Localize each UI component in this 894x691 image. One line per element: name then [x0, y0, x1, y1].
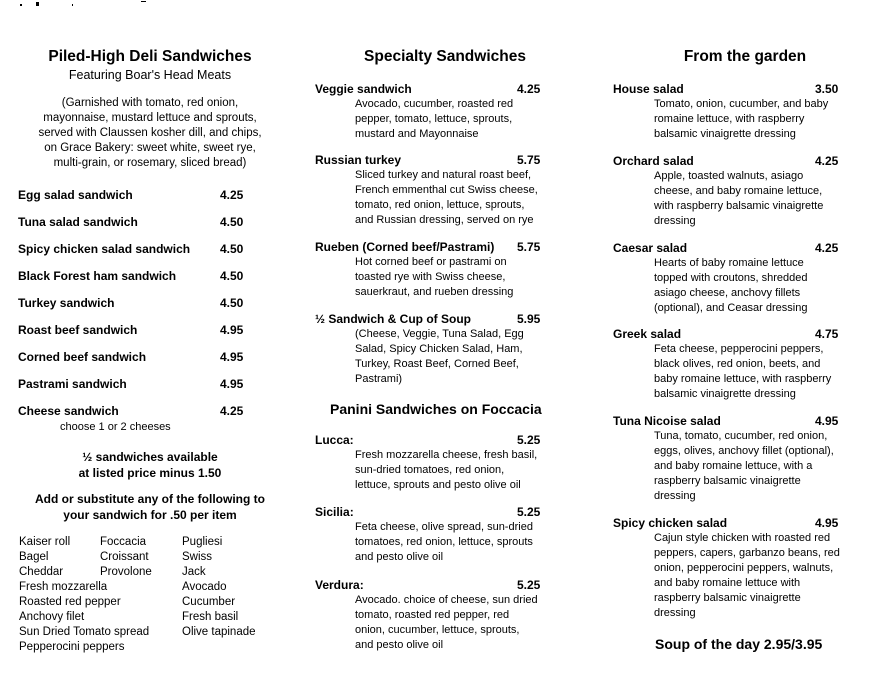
- item-name: Caesar salad: [613, 241, 688, 255]
- item-price: 4.50: [220, 269, 244, 283]
- item-name: Tuna salad sandwich: [18, 215, 138, 229]
- menu-item: [18, 242, 258, 258]
- item-name: Egg salad sandwich: [18, 188, 133, 202]
- item-name: Cheese sandwich: [18, 404, 119, 418]
- desc-line: tomatoes, red onion, lettuce, sprouts: [355, 536, 533, 548]
- option-item: Swiss: [182, 551, 213, 563]
- section-title: From the garden: [683, 48, 807, 65]
- item-name: Sicilia:: [315, 505, 354, 519]
- option-item: Sun Dried Tomato spread: [19, 626, 150, 638]
- item-price: 5.75: [517, 240, 541, 254]
- desc-line: eggs, olives, anchovy fillet (optional),: [654, 445, 834, 457]
- item-description: [654, 531, 840, 621]
- note-line: on Grace Bakery: sweet white, sweet rye,: [44, 142, 256, 154]
- item-description: [355, 168, 538, 228]
- desc-line: (Cheese, Veggie, Tuna Salad, Egg: [355, 328, 524, 340]
- item-price: 4.95: [220, 377, 244, 391]
- cheese-note: choose 1 or 2 cheeses: [60, 421, 171, 433]
- item-price: 4.25: [815, 241, 839, 255]
- desc-line: Sliced turkey and natural roast beef,: [355, 169, 532, 181]
- desc-line: cheese, and baby romaine lettuce,: [654, 185, 823, 197]
- option-item: Provolone: [100, 566, 152, 578]
- item-price: 4.50: [220, 296, 244, 310]
- desc-line: Fresh mozzarella cheese, fresh basil,: [355, 449, 538, 461]
- item-name: Rueben (Corned beef/Pastrami): [315, 240, 495, 254]
- item-price: 4.25: [220, 188, 244, 202]
- option-item: Bagel: [19, 551, 49, 563]
- item-price: 4.50: [220, 242, 244, 256]
- note-line: multi-grain, or rosemary, sliced bread): [53, 157, 247, 169]
- desc-line: and pesto olive oil: [355, 639, 444, 651]
- desc-line: Avocado, cucumber, roasted red: [355, 98, 514, 110]
- desc-line: (optional), and Ceasar dressing: [654, 302, 808, 314]
- option-item: Cucumber: [182, 596, 236, 608]
- item-name: Greek salad: [613, 327, 682, 341]
- item-price: 4.95: [815, 516, 839, 530]
- desc-line: Turkey, Roast Beef, Corned Beef,: [355, 358, 519, 370]
- desc-line: Feta cheese, pepperocini peppers,: [654, 343, 824, 355]
- item-name: Russian turkey: [315, 153, 402, 167]
- option-item: Olive tapinade: [182, 626, 256, 638]
- desc-line: asiago cheese, anchovy fillets: [654, 287, 801, 299]
- desc-line: and Russian dressing, served on rye: [355, 214, 534, 226]
- scan-speck: [72, 4, 73, 6]
- note-line: your sandwich for .50 per item: [63, 508, 237, 522]
- option-item: Jack: [182, 566, 206, 578]
- item-price: 5.25: [517, 433, 541, 447]
- desc-line: raspberry balsamic vinaigrette: [654, 475, 801, 487]
- item-price: 5.75: [517, 153, 541, 167]
- item-name: Lucca:: [315, 433, 354, 447]
- desc-line: sun-dried tomatoes, red onion,: [355, 464, 505, 476]
- note-line: served with Claussen kosher dill, and chips,: [38, 127, 262, 139]
- addon-note: [0, 491, 300, 523]
- soup-of-the-day: Soup of the day 2.95/3.95: [655, 636, 823, 652]
- section-title: Piled-High Deli Sandwiches: [48, 48, 252, 65]
- desc-line: mustard and Mayonnaise: [355, 128, 479, 140]
- item-description: [654, 342, 831, 402]
- item-description: [355, 520, 533, 565]
- item-price: 5.25: [517, 505, 541, 519]
- desc-line: Pastrami): [355, 373, 403, 385]
- panini-title: Panini Sandwiches on Foccacia: [330, 401, 542, 417]
- desc-line: tomato, red onion, lettuce, sprouts,: [355, 199, 525, 211]
- note-line: mayonnaise, mustard lettuce and sprouts,: [43, 112, 257, 124]
- option-item: Fresh basil: [182, 611, 239, 623]
- item-description: [654, 429, 834, 504]
- desc-line: Feta cheese, olive spread, sun-dried: [355, 521, 533, 533]
- item-description: [355, 327, 524, 387]
- item-name: Turkey sandwich: [18, 296, 115, 310]
- item-description: [654, 256, 808, 316]
- item-name: Orchard salad: [613, 154, 694, 168]
- menu-item: [18, 377, 258, 393]
- desc-line: Tuna, tomato, cucumber, red onion,: [654, 430, 828, 442]
- note-line: (Garnished with tomato, red onion,: [61, 97, 239, 109]
- desc-line: Cajun style chicken with roasted red: [654, 532, 831, 544]
- desc-line: dressing: [654, 607, 696, 619]
- desc-line: onion, cucumber, lettuce, sprouts,: [355, 624, 520, 636]
- item-name: House salad: [613, 82, 684, 96]
- item-description: [654, 169, 823, 229]
- scan-speck: [36, 2, 39, 6]
- desc-line: black olives, red onion, beets, and: [654, 358, 821, 370]
- option-item: Anchovy filet: [19, 611, 85, 623]
- scan-speck: [141, 1, 146, 2]
- item-name: ½ Sandwich & Cup of Soup: [315, 312, 471, 326]
- desc-line: baby romaine lettuce, with raspberry: [654, 373, 832, 385]
- menu-item: [18, 269, 258, 285]
- option-item: Fresh mozzarella: [19, 581, 108, 593]
- desc-line: dressing: [654, 215, 696, 227]
- item-price: 4.95: [815, 414, 839, 428]
- item-name: Tuna Nicoise salad: [613, 414, 721, 428]
- item-name: Roast beef sandwich: [18, 323, 138, 337]
- desc-line: sauerkraut, and rueben dressing: [355, 286, 514, 298]
- desc-line: Apple, toasted walnuts, asiago: [654, 170, 804, 182]
- option-item: Pepperocini peppers: [19, 641, 125, 653]
- garnish-note: [0, 96, 300, 171]
- desc-line: and baby romaine lettuce, with a: [654, 460, 813, 472]
- desc-line: romaine lettuce, with raspberry: [654, 113, 805, 125]
- item-name: Verdura:: [315, 578, 364, 592]
- item-name: Black Forest ham sandwich: [18, 269, 177, 283]
- option-item: Roasted red pepper: [19, 596, 121, 608]
- item-description: [355, 448, 537, 493]
- item-price: 5.95: [517, 312, 541, 326]
- menu-item: [18, 188, 258, 204]
- menu-item: [18, 350, 258, 366]
- item-price: 4.25: [517, 82, 541, 96]
- desc-line: topped with croutons, shredded: [654, 272, 808, 284]
- menu-item: [18, 404, 258, 420]
- item-price: 4.50: [220, 215, 244, 229]
- note-line: ½ sandwiches available: [82, 450, 218, 464]
- menu-item: [18, 215, 258, 231]
- item-description: [355, 255, 513, 300]
- item-name: Corned beef sandwich: [18, 350, 147, 364]
- desc-line: with raspberry balsamic vinaigrette: [654, 200, 824, 212]
- half-sandwich-note: [0, 449, 300, 481]
- desc-line: Hot corned beef or pastrami on: [355, 256, 507, 268]
- item-price: 4.95: [220, 323, 244, 337]
- item-description: [355, 97, 513, 142]
- item-name: Veggie sandwich: [315, 82, 412, 96]
- desc-line: Hearts of baby romaine lettuce: [654, 257, 804, 269]
- item-price: 4.25: [815, 154, 839, 168]
- section-title: Specialty Sandwiches: [364, 48, 526, 65]
- option-item: Avocado: [182, 581, 227, 593]
- option-item: Pugliesi: [182, 536, 223, 548]
- desc-line: balsamic vinaigrette dressing: [654, 388, 796, 400]
- desc-line: peppers, capers, garbanzo beans, red: [654, 547, 840, 559]
- option-item: Kaiser roll: [19, 536, 71, 548]
- note-line: Add or substitute any of the following to: [35, 492, 265, 506]
- item-price: 4.95: [220, 350, 244, 364]
- desc-line: Tomato, onion, cucumber, and baby: [654, 98, 829, 110]
- item-name: Spicy chicken salad sandwich: [18, 242, 191, 256]
- desc-line: Salad, Spicy Chicken Salad, Ham,: [355, 343, 523, 355]
- item-description: [654, 97, 828, 142]
- desc-line: toasted rye with Swiss cheese,: [355, 271, 506, 283]
- item-description: [355, 593, 538, 653]
- item-price: 3.50: [815, 82, 839, 96]
- desc-line: French emmenthal cut Swiss cheese,: [355, 184, 538, 196]
- scan-speck: [20, 4, 22, 6]
- item-name: Spicy chicken salad: [613, 516, 728, 530]
- desc-line: tomato, roasted red pepper, red: [355, 609, 510, 621]
- desc-line: and pesto olive oil: [355, 551, 444, 563]
- desc-line: and baby romaine lettuce with: [654, 577, 801, 589]
- option-item: Croissant: [100, 551, 149, 563]
- menu-item: [18, 296, 258, 312]
- option-item: Foccacia: [100, 536, 147, 548]
- desc-line: pepper, tomato, lettuce, sprouts,: [355, 113, 513, 125]
- desc-line: balsamic vinaigrette dressing: [654, 128, 796, 140]
- desc-line: lettuce, sprouts and pesto olive oil: [355, 479, 521, 491]
- section-subtitle: Featuring Boar's Head Meats: [68, 68, 232, 82]
- item-price: 5.25: [517, 578, 541, 592]
- desc-line: onion, pepperocini peppers, walnuts,: [654, 562, 834, 574]
- desc-line: dressing: [654, 490, 696, 502]
- note-line: at listed price minus 1.50: [78, 466, 222, 480]
- desc-line: Avocado. choice of cheese, sun dried: [355, 594, 538, 606]
- item-name: Pastrami sandwich: [18, 377, 127, 391]
- menu-item: [18, 323, 258, 339]
- option-item: Cheddar: [19, 566, 64, 578]
- item-price: 4.25: [220, 404, 244, 418]
- item-price: 4.75: [815, 327, 839, 341]
- desc-line: raspberry balsamic vinaigrette: [654, 592, 801, 604]
